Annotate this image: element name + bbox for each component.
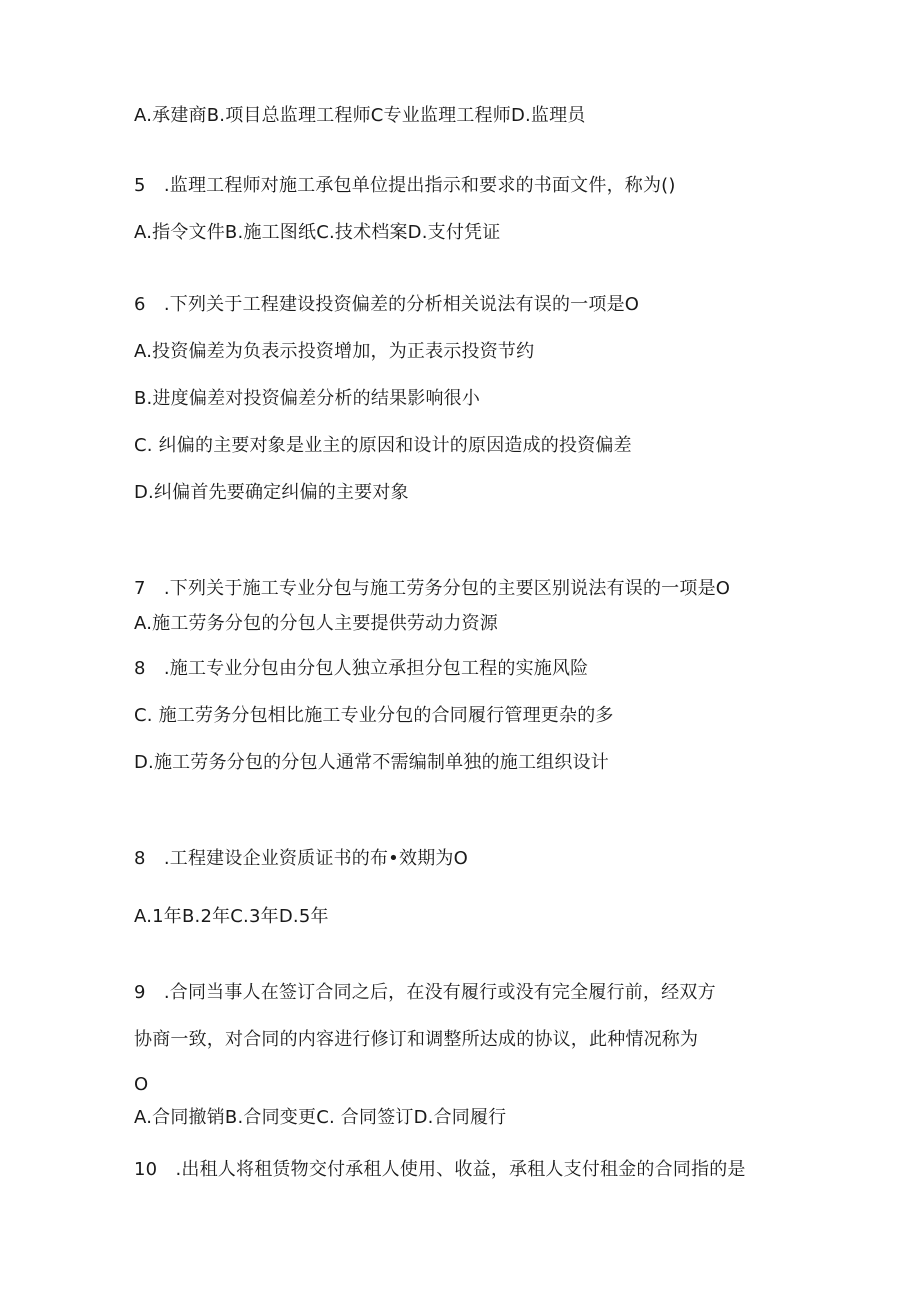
q5-stem: 5 .监理工程师对施工承包单位提出指示和要求的书面文件，称为() xyxy=(134,175,676,196)
q8-options: A.1年B.2年C.3年D.5年 xyxy=(134,906,329,927)
q4-options: A.承建商B.项目总监理工程师C专业监理工程师D.监理员 xyxy=(134,105,586,126)
q10-stem: 10 .出租人将租赁物交付承租人使用、收益，承租人支付租金的合同指的是 xyxy=(134,1159,746,1180)
q7-option-c: C. 施工劳务分包相比施工专业分包的合同履行管理更杂的多 xyxy=(134,705,614,726)
q9-stem-line3: O xyxy=(134,1074,149,1095)
q6-option-a: A.投资偏差为负表示投资增加，为正表示投资节约 xyxy=(134,341,535,362)
q7-option-d: D.施工劳务分包的分包人通常不需编制单独的施工组织设计 xyxy=(134,752,609,773)
q7-stem: 7 .下列关于施工专业分包与施工劳务分包的主要区别说法有误的一项是O xyxy=(134,578,731,599)
q9-stem-line2: 协商一致，对合同的内容进行修订和调整所达成的协议，此种情况称为 xyxy=(134,1029,699,1050)
q6-option-d: D.纠偏首先要确定纠偏的主要对象 xyxy=(134,482,409,503)
q7-option-b: 8 .施工专业分包由分包人独立承担分包工程的实施风险 xyxy=(134,658,589,679)
q9-stem-line1: 9 .合同当事人在签订合同之后，在没有履行或没有完全履行前，经双方 xyxy=(134,982,716,1003)
q6-option-c: C. 纠偏的主要对象是业主的原因和设计的原因造成的投资偏差 xyxy=(134,435,632,456)
q6-option-b: B.进度偏差对投资偏差分析的结果影响很小 xyxy=(134,388,481,409)
q7-option-a: A.施工劳务分包的分包人主要提供劳动力资源 xyxy=(134,613,498,634)
q9-options: A.合同撤销B.合同变更C. 合同签订D.合同履行 xyxy=(134,1107,507,1128)
q5-options: A.指令文件B.施工图纸C.技术档案D.支付凭证 xyxy=(134,222,501,243)
q8-stem: 8 .工程建设企业资质证书的布•效期为O xyxy=(134,848,468,869)
q6-stem: 6 .下列关于工程建设投资偏差的分析相关说法有误的一项是O xyxy=(134,294,640,315)
